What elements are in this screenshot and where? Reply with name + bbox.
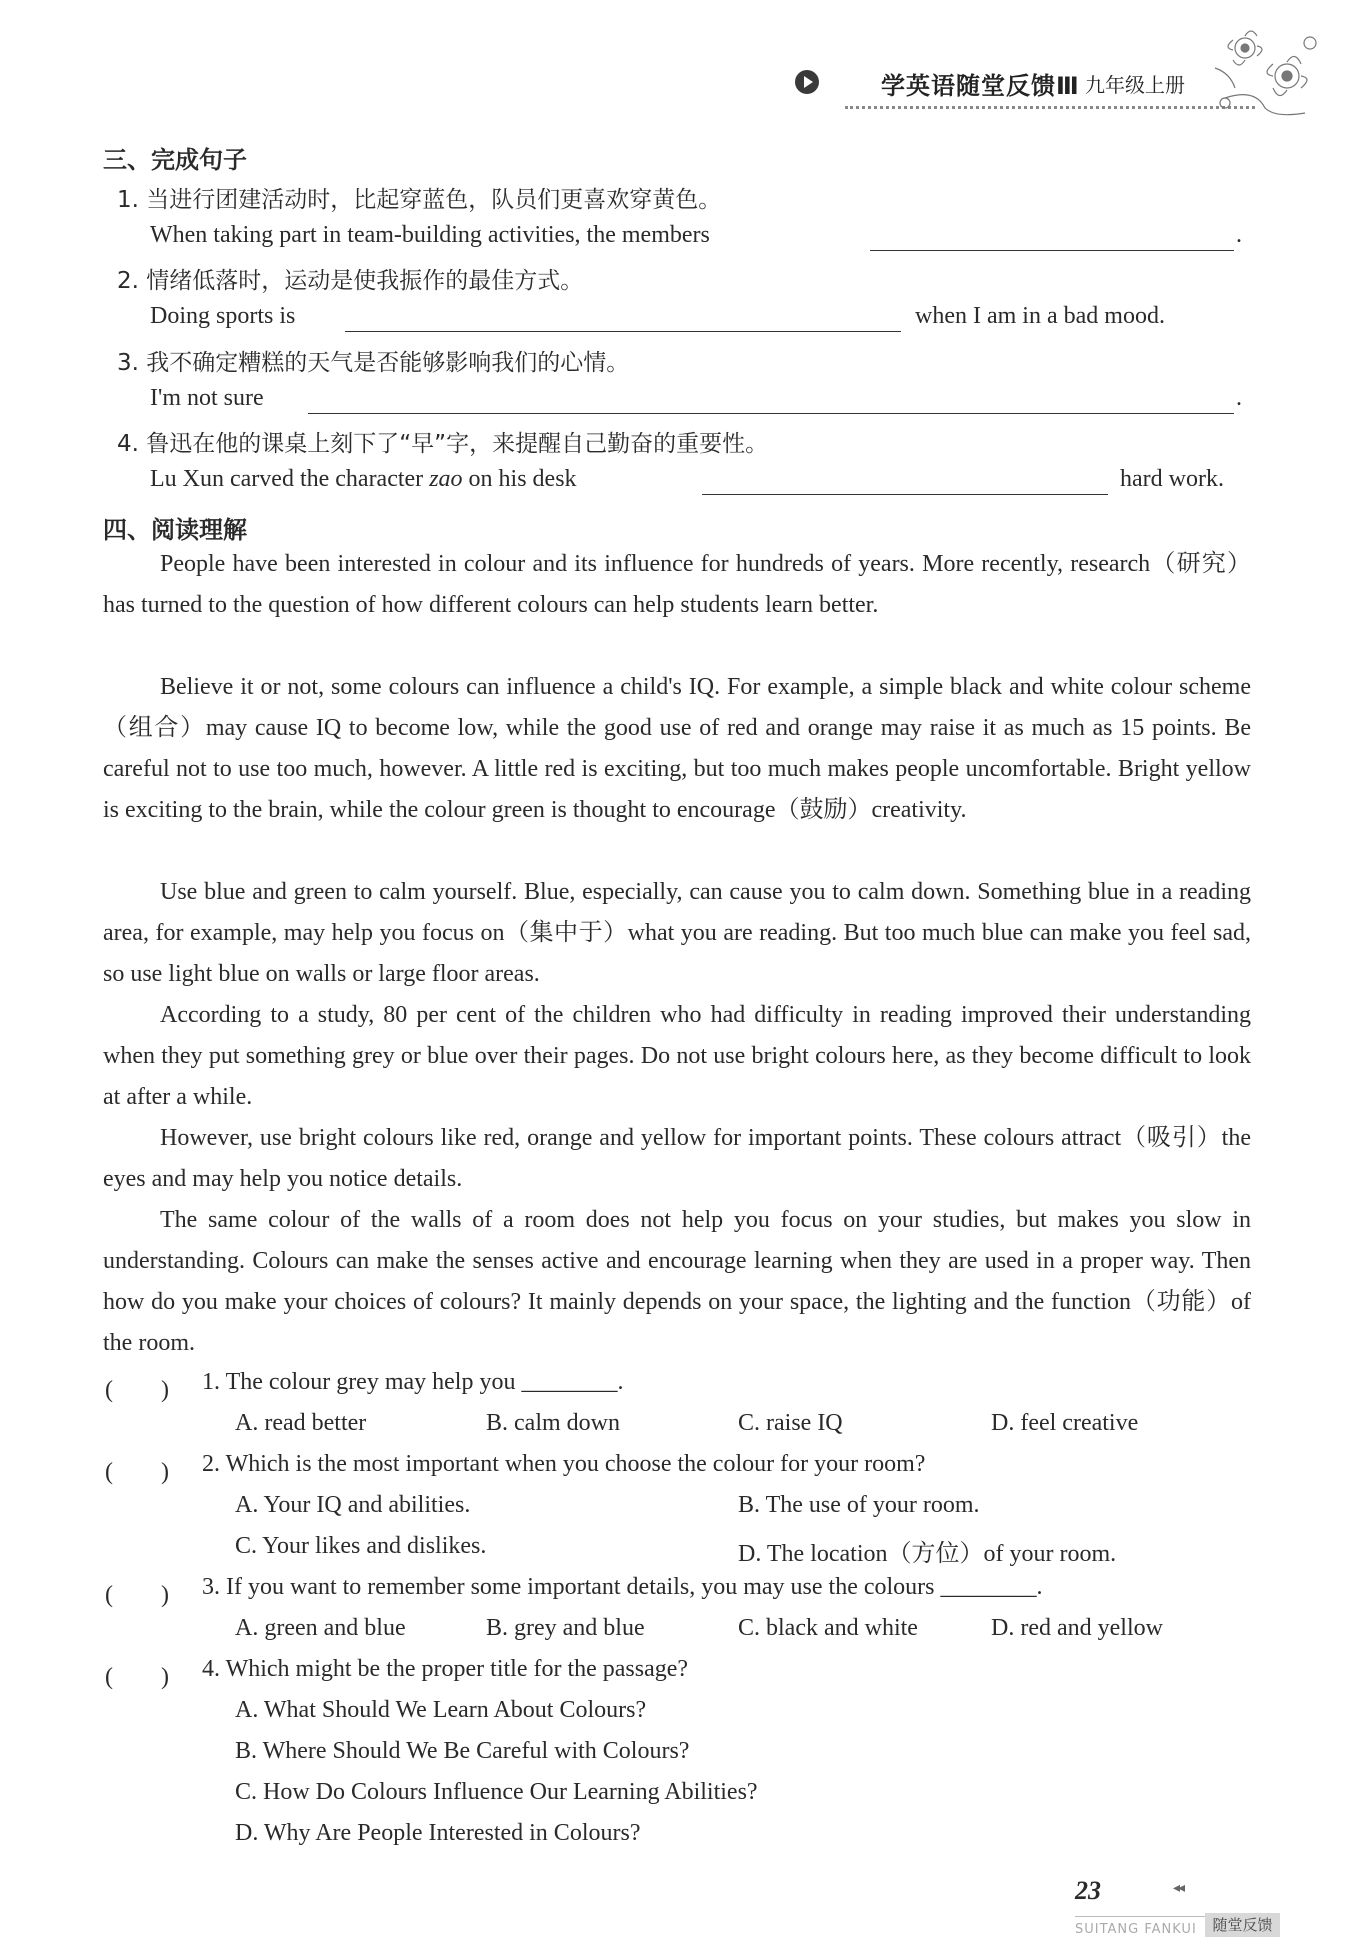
question-3-answer-box[interactable]: ( ) [105,1582,169,1608]
question-3-option-b[interactable]: B. grey and blue [486,1615,645,1641]
question-4-option-a[interactable]: A. What Should We Learn About Colours? [235,1697,647,1723]
question-4-answer-box[interactable]: ( ) [105,1664,169,1690]
sentence-3-chinese: 3. 我不确定糟糕的天气是否能够影响我们的心情。 [117,350,630,376]
question-2-option-b[interactable]: B. The use of your room. [738,1492,980,1518]
question-2-stem: 2. Which is the most important when you choose the colour for your room? [202,1451,926,1477]
question-2-option-d[interactable]: D. The location（方位）of your room. [738,1541,1117,1567]
sentence-2-answer-blank[interactable] [345,331,901,332]
question-2-answer-box[interactable]: ( ) [105,1459,169,1485]
header-dotted-line [845,106,1255,109]
sentence-1-answer-blank[interactable] [870,250,1234,251]
question-1-option-a[interactable]: A. read better [235,1410,367,1436]
question-2-option-c[interactable]: C. Your likes and dislikes. [235,1533,487,1559]
sentence-4-english-prompt [150,466,577,493]
section-heading-complete-sentences: 三、完成句子 [103,146,247,174]
sentence-4-prompt-mid: on his desk [468,466,577,492]
section-heading-reading: 四、阅读理解 [103,516,247,544]
sentence-4-answer-blank[interactable] [702,494,1108,495]
passage-paragraph-3: Use blue and green to calm yourself. Blue, especially, can cause you to calm down. Something blue in a reading area, for example, may help you focus on（集中于）what you are reading. But too much blue can make you feel sad, so use light blue on walls or large floor areas. [103,879,1251,987]
passage-paragraph-2: Believe it or not, some colours can influence a child's IQ. For example, a simple black and white colour scheme（组合）may cause IQ to become low, while the good use of red and orange may raise it as much as 15 points. Be careful not to use too much, however. A little red is exciting, but too much makes people uncomfortable. Bright yellow is exciting to the brain, while the colour green is thought to encourage（鼓励）creativity. [103,674,1251,823]
question-4-stem: 4. Which might be the proper title for the passage? [202,1656,689,1682]
footer-brand-chinese: 随堂反馈 [1205,1913,1280,1937]
sentence-2-english-prompt: Doing sports is [150,303,296,329]
sentence-2-end: when I am in a bad mood. [915,303,1165,329]
sentence-4-prompt-start: Lu Xun carved the character [150,466,424,492]
question-4-option-d[interactable]: D. Why Are People Interested in Colours? [235,1820,641,1846]
question-3-option-c[interactable]: C. black and white [738,1615,918,1641]
play-icon [795,70,819,94]
sentence-4-chinese: 4. 鲁迅在他的课桌上刻下了“早”字，来提醒自己勤奋的重要性。 [117,431,769,457]
passage-paragraph-5: However, use bright colours like red, orange and yellow for important points. These colours attract（吸引）the eyes and may help you notice details. [103,1125,1251,1192]
sentence-3-end: . [1236,385,1242,411]
page-arrows-icon: ◂◂ [1173,1881,1184,1896]
passage-paragraph-6: The same colour of the walls of a room does not help you focus on your studies, but makes you slow in understanding. Colours can make the senses active and encourage learning when they are used in a proper way. Then how do you make your choices of colours? It mainly depends on your space, the lighting and the function（功能）of the room. [103,1207,1251,1356]
question-3-option-a[interactable]: A. green and blue [235,1615,406,1641]
book-grade: 九年级上册 [1085,73,1185,97]
passage-paragraph-4: According to a study, 80 per cent of the children who had difficulty in reading improved their understanding when they put something grey or blue over their pages. Do not use bright colours here, as they become difficult to look at after a while. [103,1002,1251,1110]
sentence-2-chinese: 2. 情绪低落时，运动是使我振作的最佳方式。 [117,268,584,294]
question-3-stem: 3. If you want to remember some important details, you may use the colours ________. [202,1574,1043,1600]
question-1-stem: 1. The colour grey may help you ________. [202,1369,624,1395]
question-4-option-c[interactable]: C. How Do Colours Influence Our Learning Abilities? [235,1779,758,1805]
sentence-1-english-prompt: When taking part in team-building activities, the members [150,222,710,248]
question-1-option-b[interactable]: B. calm down [486,1410,620,1436]
flower-ornament-icon [1205,18,1325,128]
question-4-option-b[interactable]: B. Where Should We Be Careful with Colours? [235,1738,690,1764]
sentence-4-italic-word: zao [429,466,463,492]
question-2-option-a[interactable]: A. Your IQ and abilities. [235,1492,471,1518]
passage-paragraph-1: People have been interested in colour and its influence for hundreds of years. More recently, research（研究）has turned to the question of how different colours can help students learn better. [103,551,1251,618]
sentence-1-chinese: 1. 当进行团建活动时，比起穿蓝色，队员们更喜欢穿黄色。 [117,187,722,213]
page-number: 23 [1075,1876,1101,1905]
sentence-3-answer-blank[interactable] [308,413,1234,414]
question-1-option-c[interactable]: C. raise IQ [738,1410,843,1436]
sentence-4-end: hard work. [1120,466,1224,492]
question-1-option-d[interactable]: D. feel creative [991,1410,1139,1436]
footer-brand-english: SUITANG FANKUI [1075,1922,1197,1937]
question-1-answer-box[interactable]: ( ) [105,1377,169,1403]
book-title: 学英语随堂反馈Ⅲ [881,72,1080,100]
question-3-option-d[interactable]: D. red and yellow [991,1615,1163,1641]
page-header [795,66,1255,106]
sentence-3-english-prompt: I'm not sure [150,385,264,411]
sentence-1-end: . [1236,222,1242,248]
